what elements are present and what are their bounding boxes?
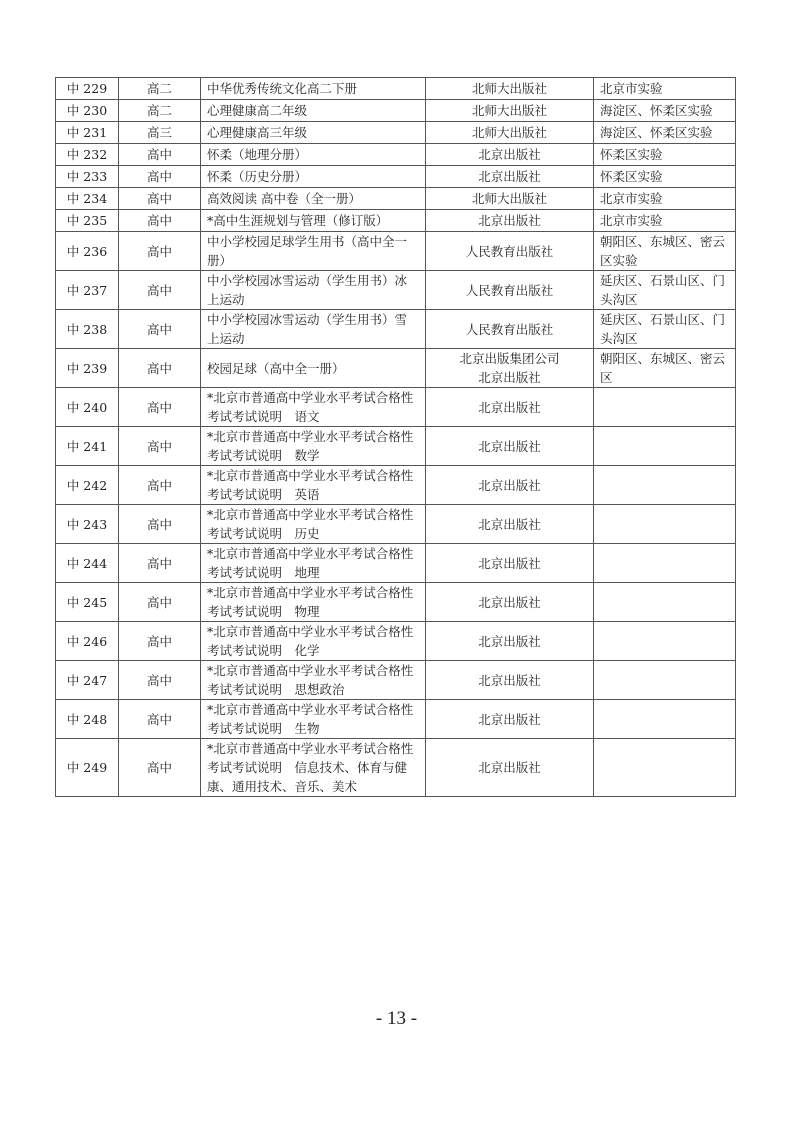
cell-publisher: 北京出版社: [426, 583, 594, 622]
cell-title: 心理健康高三年级: [201, 122, 426, 144]
cell-grade: 高三: [119, 122, 201, 144]
table-body: [56, 78, 736, 797]
cell-publisher: 北京出版社: [426, 700, 594, 739]
cell-publisher: 人民教育出版社: [426, 271, 594, 310]
cell-area: 北京市实验: [594, 188, 736, 210]
cell-area: [594, 427, 736, 466]
cell-title: *北京市普通高中学业水平考试合格性考试考试说明 化学: [201, 622, 426, 661]
cell-title: 中小学校园冰雪运动（学生用书）冰上运动: [201, 271, 426, 310]
cell-grade: 高中: [119, 310, 201, 349]
cell-title: *北京市普通高中学业水平考试合格性考试考试说明 物理: [201, 583, 426, 622]
cell-code: 中 247: [56, 661, 119, 700]
cell-grade: 高二: [119, 78, 201, 100]
cell-publisher: 北师大出版社: [426, 188, 594, 210]
cell-grade: 高中: [119, 388, 201, 427]
cell-code: 中 231: [56, 122, 119, 144]
cell-title: *北京市普通高中学业水平考试合格性考试考试说明 地理: [201, 544, 426, 583]
cell-title: *北京市普通高中学业水平考试合格性考试考试说明 信息技术、体育与健康、通用技术、音乐、美术: [201, 739, 426, 797]
cell-grade: 高中: [119, 188, 201, 210]
cell-grade: 高中: [119, 622, 201, 661]
cell-area: 延庆区、石景山区、门头沟区: [594, 271, 736, 310]
cell-area: 朝阳区、东城区、密云区: [594, 349, 736, 388]
cell-code: 中 234: [56, 188, 119, 210]
cell-publisher: 北师大出版社: [426, 78, 594, 100]
cell-code: 中 235: [56, 210, 119, 232]
cell-title: *北京市普通高中学业水平考试合格性考试考试说明 生物: [201, 700, 426, 739]
table-row: [56, 271, 736, 310]
table-row: [56, 210, 736, 232]
cell-grade: 高中: [119, 700, 201, 739]
page-number: - 13 -: [375, 1008, 418, 1029]
table-row: [56, 388, 736, 427]
cell-grade: 高中: [119, 210, 201, 232]
table-row: [56, 166, 736, 188]
cell-grade: 高中: [119, 144, 201, 166]
cell-title: 校园足球（高中全一册）: [201, 349, 426, 388]
cell-code: 中 248: [56, 700, 119, 739]
table-row: [56, 544, 736, 583]
cell-grade: 高二: [119, 100, 201, 122]
table-row: [56, 466, 736, 505]
cell-area: 北京市实验: [594, 78, 736, 100]
cell-publisher: 北京出版社: [426, 505, 594, 544]
table-row: [56, 622, 736, 661]
table-row: [56, 144, 736, 166]
cell-area: 海淀区、怀柔区实验: [594, 122, 736, 144]
table-row: [56, 122, 736, 144]
cell-publisher: 北京出版社: [426, 544, 594, 583]
cell-grade: 高中: [119, 583, 201, 622]
cell-publisher: 北京出版社: [426, 388, 594, 427]
cell-publisher: 北师大出版社: [426, 122, 594, 144]
cell-area: [594, 661, 736, 700]
cell-publisher: 北师大出版社: [426, 100, 594, 122]
cell-grade: 高中: [119, 466, 201, 505]
cell-publisher: 北京出版社: [426, 166, 594, 188]
cell-code: 中 229: [56, 78, 119, 100]
cell-title: *北京市普通高中学业水平考试合格性考试考试说明 英语: [201, 466, 426, 505]
cell-publisher: 人民教育出版社: [426, 232, 594, 271]
cell-code: 中 232: [56, 144, 119, 166]
cell-publisher: 北京出版社: [426, 661, 594, 700]
cell-area: [594, 544, 736, 583]
cell-title: 怀柔（地理分册）: [201, 144, 426, 166]
cell-area: [594, 739, 736, 797]
cell-area: 怀柔区实验: [594, 166, 736, 188]
cell-area: 怀柔区实验: [594, 144, 736, 166]
cell-publisher: 北京出版社: [426, 427, 594, 466]
table-row: [56, 100, 736, 122]
cell-grade: 高中: [119, 166, 201, 188]
table-row: [56, 427, 736, 466]
cell-publisher: 人民教育出版社: [426, 310, 594, 349]
cell-title: 怀柔（历史分册）: [201, 166, 426, 188]
cell-grade: 高中: [119, 271, 201, 310]
cell-grade: 高中: [119, 232, 201, 271]
table-row: [56, 310, 736, 349]
cell-code: 中 244: [56, 544, 119, 583]
cell-grade: 高中: [119, 739, 201, 797]
cell-code: 中 242: [56, 466, 119, 505]
table-row: [56, 232, 736, 271]
cell-title: *高中生涯规划与管理（修订版）: [201, 210, 426, 232]
cell-code: 中 245: [56, 583, 119, 622]
cell-publisher: 北京出版社: [426, 739, 594, 797]
cell-code: 中 243: [56, 505, 119, 544]
cell-code: 中 246: [56, 622, 119, 661]
table-row: [56, 188, 736, 210]
cell-area: [594, 505, 736, 544]
cell-code: 中 238: [56, 310, 119, 349]
table-row: [56, 349, 736, 388]
cell-code: 中 241: [56, 427, 119, 466]
cell-area: 朝阳区、东城区、密云区实验: [594, 232, 736, 271]
cell-code: 中 233: [56, 166, 119, 188]
cell-code: 中 249: [56, 739, 119, 797]
cell-title: 中华优秀传统文化高二下册: [201, 78, 426, 100]
table-row: [56, 505, 736, 544]
table-row: [56, 78, 736, 100]
cell-title: *北京市普通高中学业水平考试合格性考试考试说明 思想政治: [201, 661, 426, 700]
cell-area: [594, 583, 736, 622]
cell-area: 海淀区、怀柔区实验: [594, 100, 736, 122]
cell-title: *北京市普通高中学业水平考试合格性考试考试说明 语文: [201, 388, 426, 427]
cell-grade: 高中: [119, 349, 201, 388]
textbook-table: [55, 77, 736, 797]
cell-title: 中小学校园足球学生用书（高中全一册）: [201, 232, 426, 271]
cell-title: 心理健康高二年级: [201, 100, 426, 122]
cell-code: 中 230: [56, 100, 119, 122]
cell-area: 北京市实验: [594, 210, 736, 232]
cell-title: 高效阅读 高中卷（全一册）: [201, 188, 426, 210]
cell-title: *北京市普通高中学业水平考试合格性考试考试说明 数学: [201, 427, 426, 466]
cell-area: [594, 700, 736, 739]
table-row: [56, 739, 736, 797]
cell-publisher: 北京出版社: [426, 622, 594, 661]
table-row: [56, 700, 736, 739]
cell-area: 延庆区、石景山区、门头沟区: [594, 310, 736, 349]
cell-publisher: 北京出版社: [426, 210, 594, 232]
cell-code: 中 240: [56, 388, 119, 427]
cell-code: 中 239: [56, 349, 119, 388]
cell-area: [594, 388, 736, 427]
cell-area: [594, 622, 736, 661]
cell-area: [594, 466, 736, 505]
cell-grade: 高中: [119, 544, 201, 583]
cell-title: 中小学校园冰雪运动（学生用书）雪上运动: [201, 310, 426, 349]
cell-publisher: 北京出版社: [426, 466, 594, 505]
cell-publisher: 北京出版社: [426, 144, 594, 166]
table-row: [56, 583, 736, 622]
cell-title: *北京市普通高中学业水平考试合格性考试考试说明 历史: [201, 505, 426, 544]
cell-code: 中 237: [56, 271, 119, 310]
cell-grade: 高中: [119, 427, 201, 466]
cell-grade: 高中: [119, 505, 201, 544]
table-row: [56, 661, 736, 700]
cell-grade: 高中: [119, 661, 201, 700]
cell-code: 中 236: [56, 232, 119, 271]
cell-publisher: 北京出版集团公司 北京出版社: [426, 349, 594, 388]
